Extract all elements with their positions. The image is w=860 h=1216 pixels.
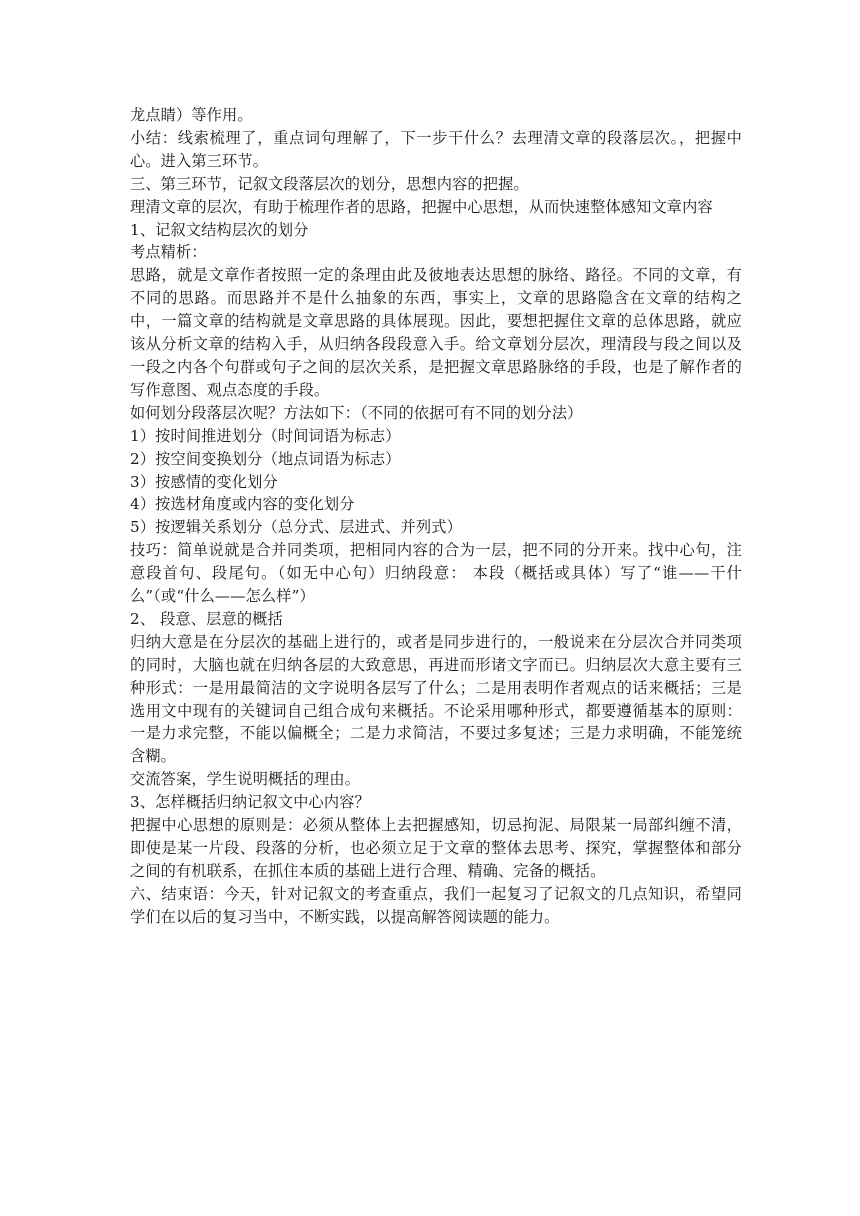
conclusion-paragraph: 六、结束语：今天，针对记叙文的考查重点，我们一起复习了记叙文的几点知识，希望同学们在以后的复习当中，不断实践，以提高解答阅读题的能力。: [130, 884, 742, 926]
method-item: 1）按时间推进划分（时间词语为标志）: [130, 426, 401, 445]
method-item: 5）按逻辑关系划分（总分式、层进式、并列式）: [130, 518, 462, 537]
subheading-structure: 1、记叙文结构层次的划分: [130, 220, 309, 239]
intro-paragraph: 理清文章的层次，有助于梳理作者的思路，把握中心思想，从而快速整体感知文章内容: [130, 197, 713, 216]
document-page: [130, 104, 742, 929]
text-continuation: 龙点睛）等作用。: [130, 106, 253, 124]
body-paragraph-summarize: 归纳大意是在分层次的基础上进行的，或者是同步进行的，一般说来在分层次合并同类项的同时，大脑也就在归纳各层的大致意思，再进而形诸文字而已。归纳层次大意主要有三种形式：一是用最简洁的文字说明各层写了什么；二是用表明作者观点的话来概括；三是选用文中现有的关键词自己组合成句来概括。不论采用哪种形式，都要遵循基本的原则：一是力求完整，不能以偏概全；二是力求简洁，不要过多复述；三是力求明确，不能笼统含糊。: [130, 632, 742, 766]
method-item: 2）按空间变换划分（地点词语为标志）: [130, 449, 401, 468]
label-key-points: 考点精析：: [130, 243, 207, 262]
method-question: 如何划分段落层次呢？方法如下：（不同的依据可有不同的划分法）: [130, 403, 583, 422]
body-paragraph-thinking: 思路，就是文章作者按照一定的条理由此及彼地表达思想的脉络、路径。不同的文章，有不同的思路。而思路并不是什么抽象的东西，事实上，文章的思路隐含在文章的结构之中，一篇文章的结构就是文章思路的具体展现。因此，要想把握住文章的总体思路，就应该从分析文章的结构入手，从归纳各段段意入手。给文章划分层次，理清段与段之间以及一段之内各个句群或句子之间的层次关系，是把握文章思路脉络的手段，也是了解作者的写作意图、观点态度的手段。: [130, 266, 742, 399]
method-item: 3）按感情的变化划分: [130, 472, 278, 491]
method-item: 4）按选材角度或内容的变化划分: [130, 495, 355, 514]
summary-paragraph: 小结：线索梳理了，重点词句理解了，下一步干什么？去理清文章的段落层次。，把握中心。进入第三环节。: [130, 128, 742, 170]
tips-paragraph: 技巧：简单说就是合并同类项，把相同内容的合为一层，把不同的分开来。找中心句，注意段首句、段尾句。（如无中心句）归纳段意： 本段（概括或具体）写了“谁——干什么”（或“什么——怎么样”）: [130, 541, 742, 606]
subheading-central-idea: 3、怎样概括归纳记叙文中心内容？: [130, 793, 370, 812]
body-paragraph-central-idea: 把握中心思想的原则是：必须从整体上去把握感知，切忌拘泥、局限某一局部纠缠不清，即使是某一片段、段落的分析，也必须立足于文章的整体去思考、探究，掌握整体和部分之间的有机联系，在抓住本质的基础上进行合理、精确、完备的概括。: [130, 816, 742, 880]
subheading-summarize: 2、 段意、层意的概括: [130, 609, 283, 628]
discussion-line: 交流答案，学生说明概括的理由。: [130, 770, 361, 789]
section-heading-three: 三、第三环节，记叙文段落层次的划分，思想内容的把握。: [130, 174, 529, 193]
